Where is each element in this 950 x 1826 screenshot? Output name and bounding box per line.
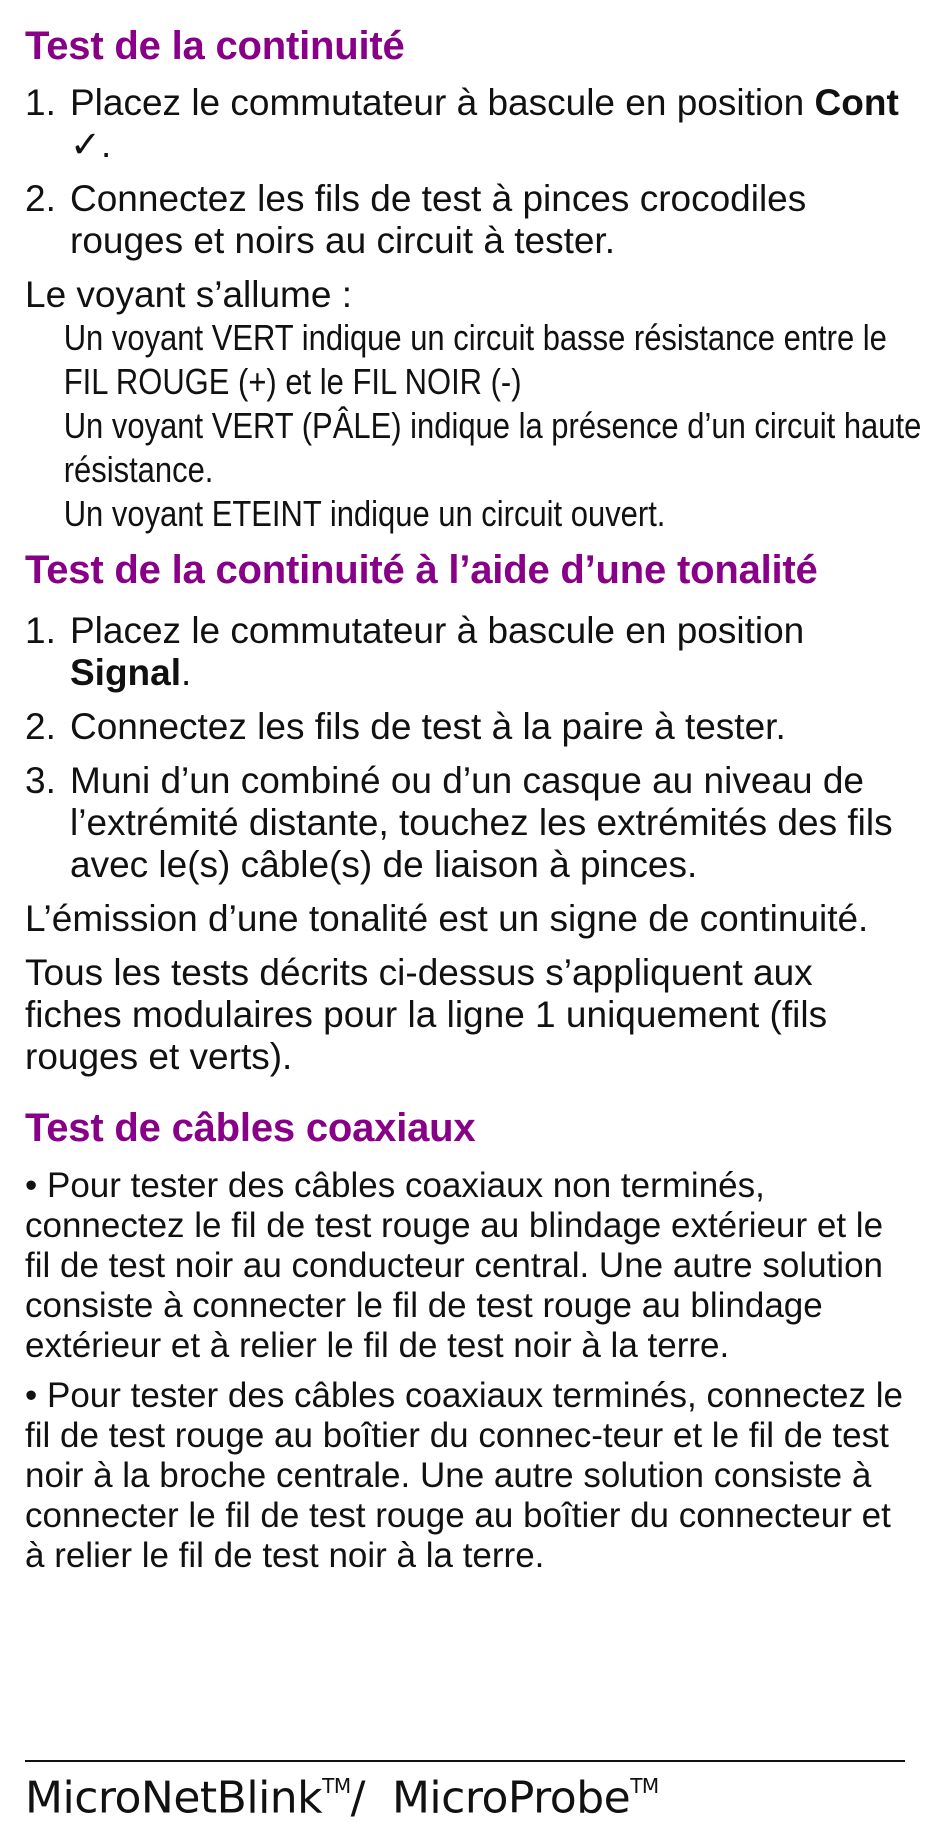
continuity-step-1 [25,82,905,166]
indicator-off: Un voyant ETEINT indique un circuit ouvert. [63,493,666,534]
step-text: Connectez les fils de test à pinces crocodiles rouges et noirs au circuit à tester. [70,178,807,261]
continuity-steps [25,82,905,262]
tone-paragraph-continuity: L’émission d’une tonalité est un signe de continuité. [25,898,869,939]
section-tone [25,546,905,1078]
coax-bullet-unterminated: • Pour tester des câbles coaxiaux non terminés, connectez le fil de test rouge au blindage extérieur et le fil de test noir au conducteur central. Une autre solution consiste à connecter le fil de test rouge au blindage extérieur et à relier le fil de test noir à la terre. [25,1166,884,1365]
product-name-micronetblink: MicroNetBlink [25,1772,323,1824]
indicator-lead: Le voyant s’allume : [25,274,353,315]
continuity-step-2 [25,178,905,262]
step-setting-cont: Cont [814,82,899,123]
tone-step-1 [25,610,905,694]
tone-steps [25,610,905,886]
section-title-coax: Test de câbles coaxiaux [25,1106,476,1150]
footer-product-names [25,1763,659,1826]
step-text: Muni d’un combiné ou d’un casque au niveau de l’extrémité distante, touchez les extrémités des fils avec le(s) câble(s) de liaison à pinces. [70,760,893,885]
tone-step-2 [25,706,905,748]
tone-paragraph-scope: Tous les tests décrits ci-dessus s’appliquent aux fiches modulaires pour la ligne 1 uniquement (fils rouges et verts). [25,952,828,1077]
step-number: 2. [25,706,56,747]
indicator-pale-green: Un voyant VERT (PÂLE) indique la présence d’un circuit haute résistance. [63,405,922,490]
step-number: 2. [25,178,56,219]
step-setting-signal: Signal [70,652,182,693]
check-icon: ✓ [70,123,102,166]
trademark-mark: TM [322,1774,351,1798]
section-title-tone: Test de la continuité à l’aide d’une tonalité [25,548,818,592]
step-text-end: . [101,124,112,165]
indicator-green: Un voyant VERT indique un circuit basse résistance entre le FIL ROUGE (+) et le FIL NOIR (-) [63,317,887,402]
footer-divider [25,1760,905,1762]
section-coax [25,1104,905,1576]
section-continuity [25,22,922,536]
section-title-continuity: Test de la continuité [25,24,405,68]
step-text-end: . [181,652,192,693]
step-text: Connectez les fils de test à la paire à tester. [70,706,786,747]
step-number: 3. [25,760,56,801]
footer-separator: / [350,1772,365,1824]
tone-step-3 [25,760,905,886]
step-number: 1. [25,82,56,123]
step-text: Placez le commutateur à bascule en position [70,610,805,651]
manual-page [25,22,922,1586]
product-name-microprobe: MicroProbe [391,1772,631,1824]
step-number: 1. [25,610,56,651]
indicator-list [25,316,924,536]
trademark-mark: TM [630,1774,659,1798]
step-text: Placez le commutateur à bascule en position [70,82,815,123]
coax-bullet-terminated: • Pour tester des câbles coaxiaux terminés, connectez le fil de test rouge au boîtier du connec-teur et le fil de test noir à la broche centrale. Une autre solution consiste à connecter le fil de test rouge au boîtier du connecteur et à relier le fil de test noir à la terre. [25,1376,903,1575]
